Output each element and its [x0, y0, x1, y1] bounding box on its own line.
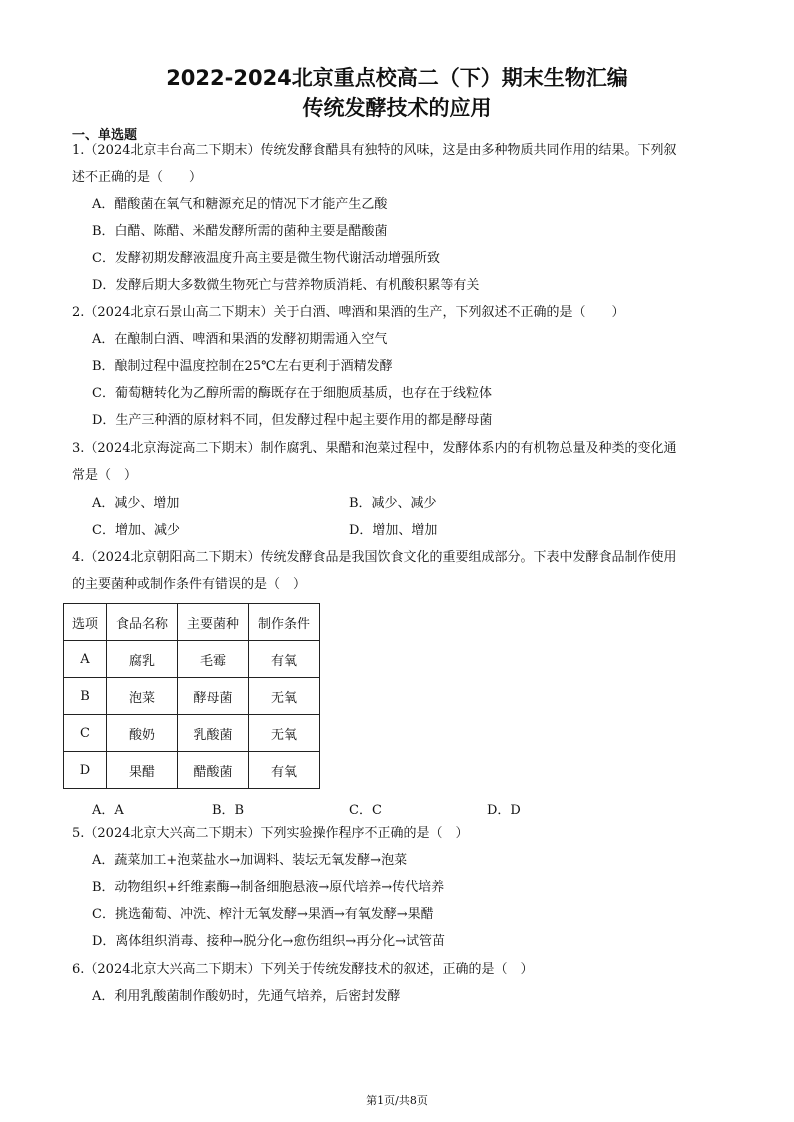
table-cell: 无氧 [249, 715, 320, 752]
question-1-stem: 1.（2024北京丰台高二下期末）传统发酵食醋具有独特的风味，这是由多种物质共同作用的结果。下列叙 [72, 143, 677, 158]
question-5-stem: 5.（2024北京大兴高二下期末）下列实验操作程序不正确的是（ ） [72, 826, 469, 841]
table-cell: 果醋 [107, 752, 178, 789]
table-cell: D [64, 752, 107, 789]
table-cell: 有氧 [249, 752, 320, 789]
question-5-option-d: D．离体组织消毒、接种→脱分化→愈伤组织→再分化→试管苗 [92, 934, 445, 949]
table-row [64, 641, 320, 678]
question-6-stem: 6.（2024北京大兴高二下期末）下列关于传统发酵技术的叙述，正确的是（ ） [72, 962, 534, 977]
question-1-option-a: A．醋酸菌在氧气和糖源充足的情况下才能产生乙酸 [92, 197, 388, 212]
question-3-stem-cont: 常是（ ） [72, 468, 138, 483]
table-header-row [64, 604, 320, 641]
page-number: 第1页/共8页 [366, 1094, 428, 1107]
table-cell: 醋酸菌 [178, 752, 249, 789]
question-5-option-c: C．挑选葡萄、冲洗、榨汁无氧发酵→果酒→有氧发酵→果醋 [92, 907, 434, 922]
question-2-option-c: C．葡萄糖转化为乙醇所需的酶既存在于细胞质基质，也存在于线粒体 [92, 386, 492, 401]
question-3-option-c: C．增加、减少 [92, 523, 180, 538]
question-3-stem: 3.（2024北京海淀高二下期末）制作腐乳、果醋和泡菜过程中，发酵体系内的有机物总量及种类的变化通 [72, 441, 677, 456]
question-4-option-c: C．C [349, 803, 382, 818]
question-4-stem-cont: 的主要菌种或制作条件有错误的是（ ） [72, 577, 307, 592]
question-1-option-c: C．发酵初期发酵液温度升高主要是微生物代谢活动增强所致 [92, 251, 440, 266]
question-5-option-a: A．蔬菜加工+泡菜盐水→加调料、装坛无氧发酵→泡菜 [92, 853, 408, 868]
question-3-option-b: B．减少、减少 [349, 496, 437, 511]
question-5-option-b: B．动物组织+纤维素酶→制备细胞悬液→原代培养→传代培养 [92, 880, 445, 895]
question-1-stem-cont: 述不正确的是（ ） [72, 170, 203, 185]
table-header-cell: 主要菌种 [178, 604, 249, 641]
table-cell: 泡菜 [107, 678, 178, 715]
table-cell: 酵母菌 [178, 678, 249, 715]
question-2-option-a: A．在酿制白酒、啤酒和果酒的发酵初期需通入空气 [92, 332, 388, 347]
table-cell: 腐乳 [107, 641, 178, 678]
question-4-stem: 4.（2024北京朝阳高二下期末）传统发酵食品是我国饮食文化的重要组成部分。下表中发酵食品制作使用 [72, 550, 677, 565]
question-6-option-a: A．利用乳酸菌制作酸奶时，先通气培养，后密封发酵 [92, 989, 401, 1004]
question-1-option-b: B．白醋、陈醋、米醋发酵所需的菌种主要是醋酸菌 [92, 224, 388, 239]
table-row [64, 678, 320, 715]
table-cell: 毛霉 [178, 641, 249, 678]
table-header-cell: 食品名称 [107, 604, 178, 641]
document-title: 2022-2024北京重点校高二（下）期末生物汇编 [166, 66, 628, 90]
fermentation-table [63, 603, 320, 789]
table-cell: 酸奶 [107, 715, 178, 752]
question-2-stem: 2.（2024北京石景山高二下期末）关于白酒、啤酒和果酒的生产，下列叙述不正确的是（ ） [72, 305, 625, 320]
table-cell: A [64, 641, 107, 678]
table-cell: 有氧 [249, 641, 320, 678]
table-cell: C [64, 715, 107, 752]
question-4-option-d: D．D [487, 803, 521, 818]
question-2-option-d: D．生产三种酒的原材料不同，但发酵过程中起主要作用的都是酵母菌 [92, 413, 493, 428]
document-subtitle: 传统发酵技术的应用 [302, 96, 492, 120]
table-header-cell: 选项 [64, 604, 107, 641]
question-1-option-d: D．发酵后期大多数微生物死亡与营养物质消耗、有机酸积累等有关 [92, 278, 480, 293]
question-3-option-a: A．减少、增加 [92, 496, 180, 511]
table-header-cell: 制作条件 [249, 604, 320, 641]
question-4-option-a: A．A [92, 803, 124, 818]
section-heading: 一、单选题 [72, 128, 138, 143]
table-cell: 无氧 [249, 678, 320, 715]
table-row [64, 752, 320, 789]
table-row [64, 715, 320, 752]
question-3-option-d: D．增加、增加 [349, 523, 438, 538]
table-cell: B [64, 678, 107, 715]
question-2-option-b: B．酿制过程中温度控制在25℃左右更利于酒精发酵 [92, 359, 393, 374]
table-cell: 乳酸菌 [178, 715, 249, 752]
question-4-option-b: B．B [212, 803, 245, 818]
